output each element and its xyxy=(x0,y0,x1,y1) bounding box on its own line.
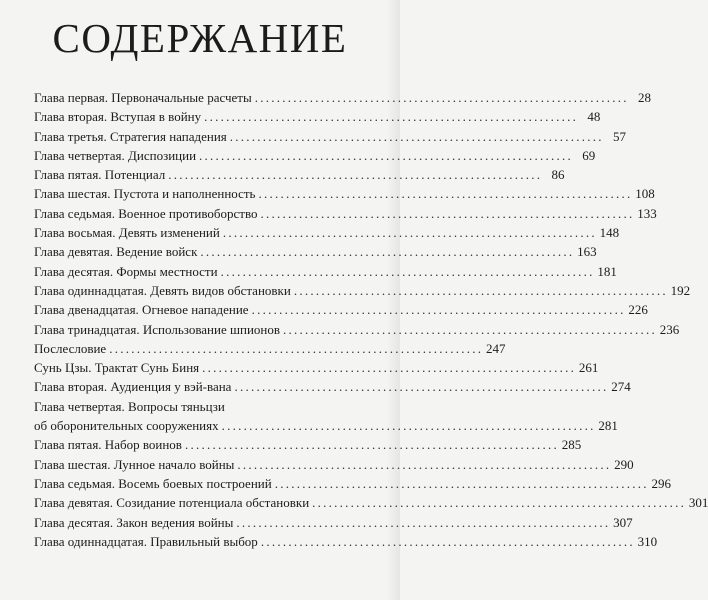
toc-page-number: 48 xyxy=(587,109,601,125)
toc-entry xyxy=(34,513,633,532)
toc-entry-continuation xyxy=(34,416,618,435)
table-of-contents xyxy=(34,88,708,551)
toc-leader-dots xyxy=(168,165,539,184)
toc-page-number: 108 xyxy=(635,186,655,202)
toc-leader-dots xyxy=(202,358,573,377)
toc-entry-title: Глава пятая. Набор воинов xyxy=(34,437,182,453)
toc-entry-title: Глава третья. Стратегия нападения xyxy=(34,128,227,144)
toc-leader-dots xyxy=(230,127,601,146)
toc-entry-title: Глава седьмая. Восемь боевых построений xyxy=(34,475,272,491)
toc-page-number: 274 xyxy=(611,379,631,395)
toc-page-number: 133 xyxy=(637,205,657,221)
toc-entry xyxy=(34,165,565,184)
toc-entry xyxy=(34,339,506,358)
toc-entry-title: Глава тринадцатая. Использование шпионов xyxy=(34,321,281,337)
toc-entry xyxy=(34,455,634,474)
toc-page-number: 296 xyxy=(651,475,671,491)
toc-leader-dots xyxy=(109,339,480,358)
toc-leader-dots xyxy=(234,377,605,396)
toc-entry xyxy=(34,300,648,319)
toc-page-number: 57 xyxy=(613,128,627,144)
toc-entry-title-line1: Глава четвертая. Вопросы тяньцзи xyxy=(34,398,225,414)
toc-entry-title: Глава шестая. Пустота и наполненность xyxy=(34,186,256,202)
toc-leader-dots xyxy=(283,320,654,339)
toc-entry xyxy=(34,184,655,203)
toc-page-number: 310 xyxy=(637,533,658,549)
toc-entry-title: Глава вторая. Аудиенция у вэй-вана xyxy=(34,379,232,395)
toc-entry xyxy=(34,127,627,146)
toc-entry-title: Сунь Цзы. Трактат Сунь Биня xyxy=(34,360,200,376)
toc-page-number: 307 xyxy=(613,514,633,530)
toc-leader-dots xyxy=(204,107,575,126)
toc-entry-title: Глава шестая. Лунное начало войны xyxy=(34,456,235,472)
toc-page-number: 290 xyxy=(614,456,634,472)
toc-leader-dots xyxy=(275,474,646,493)
toc-leader-dots xyxy=(221,262,592,281)
toc-page-number: 192 xyxy=(670,282,691,298)
toc-entry xyxy=(34,474,671,493)
toc-entry-title: Глава первая. Первоначальные расчеты xyxy=(34,90,252,105)
toc-leader-dots xyxy=(237,455,608,474)
toc-entry-title: Глава седьмая. Военное противоборство xyxy=(34,205,258,221)
toc-entry-title: об оборонительных сооружениях xyxy=(34,418,219,434)
toc-page-number: 69 xyxy=(582,147,596,163)
toc-leader-dots xyxy=(185,435,556,454)
toc-entry xyxy=(34,377,631,396)
toc-entry-multiline xyxy=(34,397,618,436)
toc-entry xyxy=(34,281,691,300)
toc-entry-title: Глава восьмая. Девять изменений xyxy=(34,225,220,241)
toc-page-number: 226 xyxy=(628,302,648,318)
toc-page-number: 301 xyxy=(688,495,708,511)
toc-entry-title: Глава одиннадцатая. Девять видов обстановки xyxy=(34,282,291,298)
toc-entry-title: Послесловие xyxy=(34,340,107,356)
toc-entry xyxy=(34,107,601,126)
toc-entry xyxy=(34,223,620,242)
toc-leader-dots xyxy=(200,242,571,261)
toc-entry-title: Глава десятая. Закон ведения войны xyxy=(34,514,234,530)
toc-leader-dots xyxy=(261,532,632,551)
toc-page-number: 236 xyxy=(659,321,680,337)
toc-leader-dots xyxy=(222,416,593,435)
toc-page-number: 181 xyxy=(597,263,617,279)
toc-entry xyxy=(34,358,599,377)
toc-leader-dots xyxy=(255,88,626,107)
toc-leader-dots xyxy=(223,223,594,242)
toc-leader-dots xyxy=(294,281,665,300)
toc-leader-dots xyxy=(312,493,683,512)
toc-entry xyxy=(34,493,708,512)
toc-entry xyxy=(34,242,597,261)
toc-entry xyxy=(34,435,582,454)
toc-entry xyxy=(34,204,657,223)
toc-entry xyxy=(34,146,596,165)
toc-entry-title: Глава вторая. Вступая в войну xyxy=(34,109,202,125)
page-title: СОДЕРЖАНИЕ xyxy=(52,15,348,61)
toc-entry-title: Глава четвертая. Диспозиции xyxy=(34,147,197,163)
toc-entry-title: Глава девятая. Ведение войск xyxy=(34,244,198,260)
toc-leader-dots xyxy=(258,184,629,203)
toc-page-number: 86 xyxy=(551,167,565,183)
toc-entry xyxy=(34,88,651,107)
toc-entry-title: Глава двенадцатая. Огневое нападение xyxy=(34,302,249,318)
toc-entry xyxy=(34,532,658,551)
toc-page-number: 148 xyxy=(599,225,620,241)
toc-page-number: 261 xyxy=(578,360,599,376)
toc-entry xyxy=(34,320,680,339)
toc-entry-title: Глава девятая. Созидание потенциала обстановки xyxy=(34,495,310,511)
toc-entry-title: Глава одиннадцатая. Правильный выбор xyxy=(34,533,258,549)
toc-entry-title: Глава десятая. Формы местности xyxy=(34,263,218,279)
toc-leader-dots xyxy=(252,300,623,319)
toc-page-number: 28 xyxy=(637,90,651,105)
toc-page-number: 247 xyxy=(485,340,506,356)
toc-entry xyxy=(34,262,617,281)
toc-page-number: 163 xyxy=(577,244,597,260)
toc-entry-title: Глава пятая. Потенциал xyxy=(34,167,166,183)
toc-leader-dots xyxy=(261,204,632,223)
toc-page-number: 285 xyxy=(561,437,582,453)
toc-page-number: 281 xyxy=(598,418,618,434)
toc-leader-dots xyxy=(199,146,570,165)
toc-leader-dots xyxy=(236,513,607,532)
